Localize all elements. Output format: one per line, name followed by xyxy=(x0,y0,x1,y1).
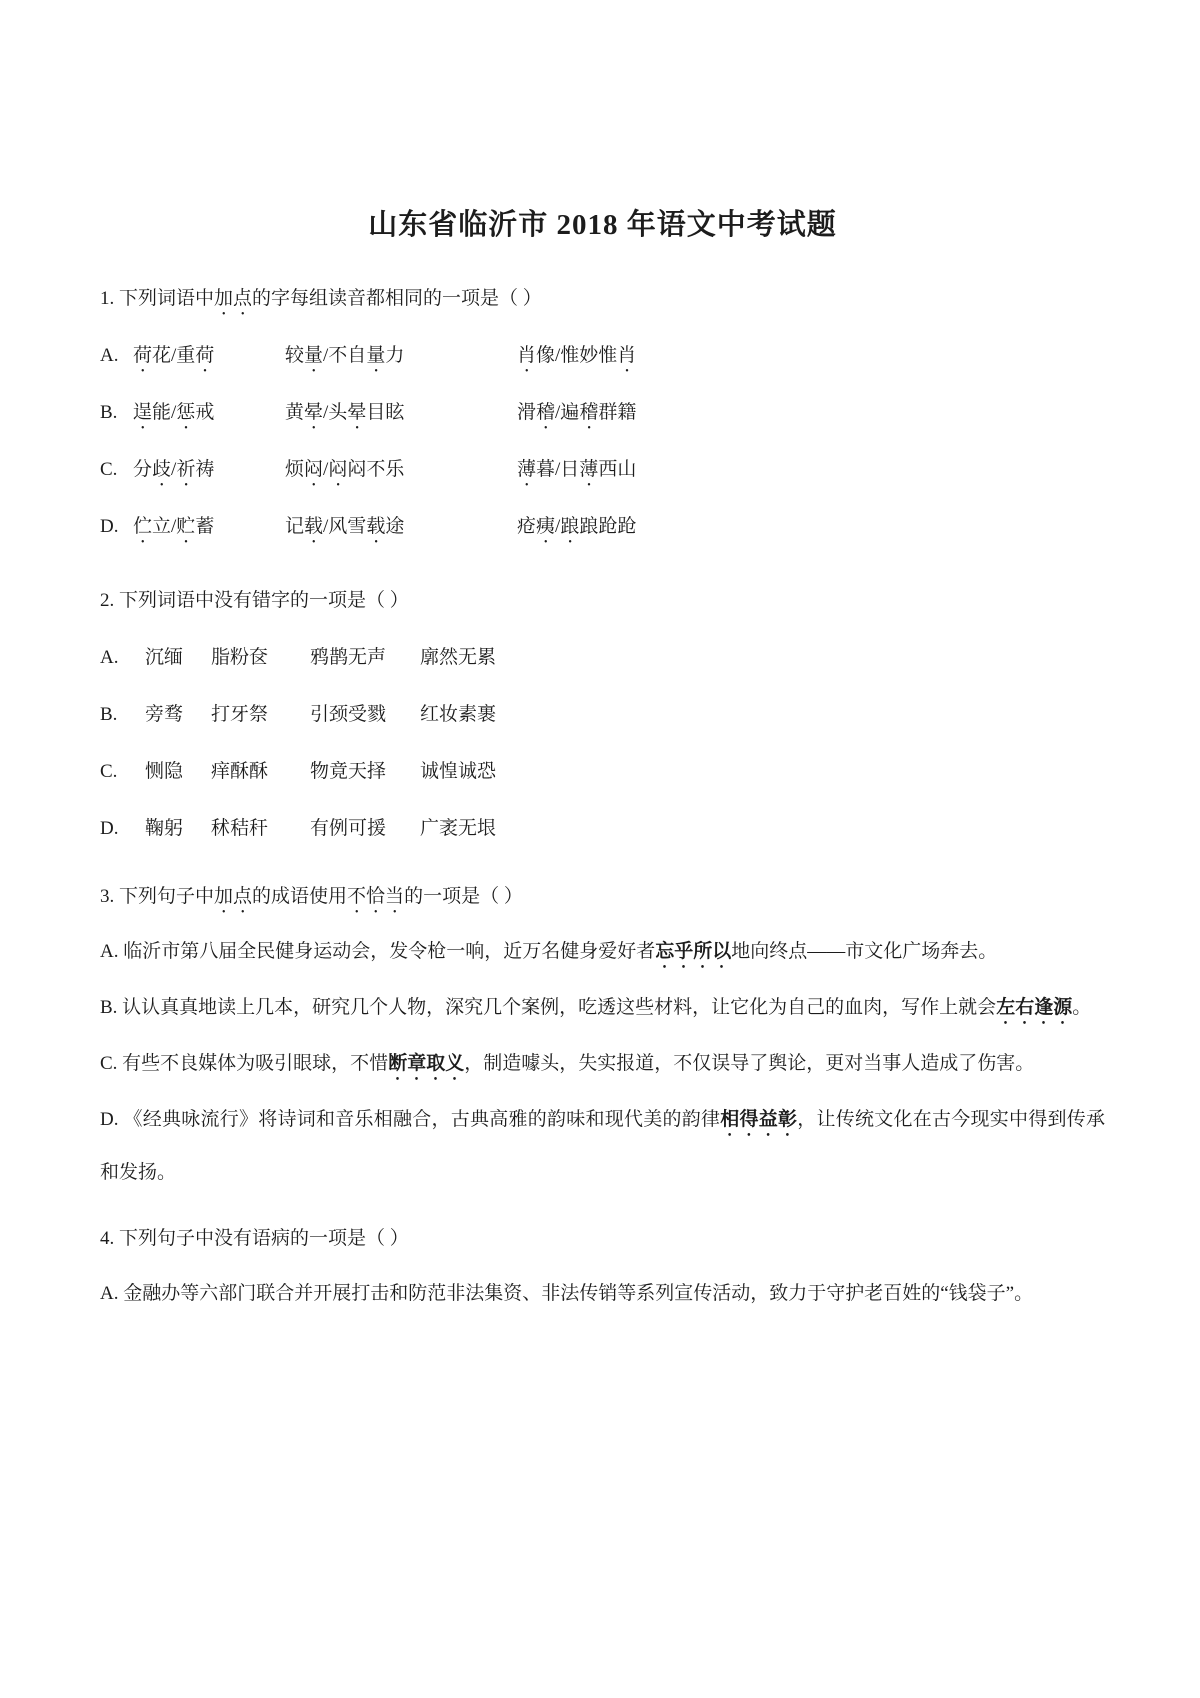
word-item: 鞠躬 xyxy=(145,818,184,839)
plain-text: 记 xyxy=(285,516,305,537)
plain-text: /风雪 xyxy=(323,516,367,537)
plain-text: 。 xyxy=(1072,997,1092,1018)
question-3-option-a xyxy=(100,925,1105,978)
word-pair-cell xyxy=(133,327,285,384)
plain-text: 群籍 xyxy=(598,402,637,423)
plain-text: A. 金融办等六部门联合并开展打击和防范非法集资、非法传销等系列宣传活动，致力于守护老百姓的“钱袋子”。 xyxy=(100,1283,1034,1304)
emphasized-text: 量 xyxy=(304,345,324,366)
plain-text: / xyxy=(323,459,329,480)
question-2-option-d xyxy=(100,800,1105,857)
emphasized-text: 闷 xyxy=(328,459,348,480)
emphasized-text: 荷 xyxy=(133,345,153,366)
plain-text: /头 xyxy=(323,402,348,423)
option-label: B. xyxy=(100,402,118,423)
plain-text: 立/ xyxy=(152,516,177,537)
plain-text: 1. 下列词语中 xyxy=(100,288,215,309)
emphasized-text: 肖 xyxy=(617,345,637,366)
emphasized-text: 稽 xyxy=(579,402,599,423)
emphasized-text: 歧 xyxy=(152,459,172,480)
emphasized-text: 闷 xyxy=(304,459,324,480)
word-item: 脂粉奁 xyxy=(211,647,269,668)
word-pair-cell xyxy=(285,384,517,441)
question-2-option-a xyxy=(100,629,1105,686)
option-label: A. xyxy=(100,345,119,366)
plain-text: 像/惟妙惟 xyxy=(536,345,618,366)
word-item: 引颈受戮 xyxy=(310,704,387,725)
plain-text: 花/重 xyxy=(152,345,196,366)
plain-text: 的字每组读音都相同的一项是（ ） xyxy=(252,288,542,309)
page-title: 山东省临沂市 2018 年语文中考试题 xyxy=(368,209,837,241)
emphasized-text: 贮 xyxy=(176,516,196,537)
plain-text: 途 xyxy=(385,516,405,537)
emphasized-text: 逞 xyxy=(133,402,153,423)
question-2-option-b xyxy=(100,686,1105,743)
word-item: 红妆素裹 xyxy=(420,704,497,725)
question-3-stem xyxy=(100,871,1105,923)
emphasized-text: 晕 xyxy=(347,402,367,423)
emphasized-text: 伫 xyxy=(133,516,153,537)
plain-text: 祷 xyxy=(195,459,215,480)
word-pair-cell xyxy=(285,498,517,555)
word-pair-cell xyxy=(285,441,517,498)
option-label: B. xyxy=(100,704,118,725)
emphasized-text: 忘乎所以 xyxy=(655,941,732,962)
emphasized-text: 不恰当 xyxy=(347,886,405,907)
plain-text: 滑 xyxy=(517,402,537,423)
emphasized-text: 肖 xyxy=(517,345,537,366)
word-item: 物竟天择 xyxy=(310,761,387,782)
word-item: 有例可援 xyxy=(310,818,387,839)
word-item: 恻隐 xyxy=(145,761,184,782)
plain-text: 能/ xyxy=(152,402,177,423)
plain-text: 烦 xyxy=(285,459,305,480)
plain-text: /遍 xyxy=(555,402,580,423)
word-pair-cell xyxy=(517,384,1105,441)
word-pair-cell xyxy=(517,327,1105,384)
emphasized-text: 左右逢源 xyxy=(996,997,1073,1018)
word-item: 秫秸秆 xyxy=(211,818,269,839)
word-item: 鸦鹊无声 xyxy=(310,647,387,668)
word-pair-cell xyxy=(517,498,1105,555)
emphasized-text: 相得益彰 xyxy=(720,1109,798,1130)
emphasized-text: 祈 xyxy=(176,459,196,480)
plain-text: 力 xyxy=(385,345,405,366)
word-item: 沉缅 xyxy=(145,647,184,668)
plain-text: / xyxy=(555,516,561,537)
plain-text: 闷不乐 xyxy=(347,459,405,480)
emphasized-text: 薄 xyxy=(579,459,599,480)
question-1-option-b xyxy=(100,384,1105,441)
emphasized-text: 加点 xyxy=(214,886,253,907)
plain-text: 疮 xyxy=(517,516,537,537)
word-item: 廓然无累 xyxy=(420,647,497,668)
emphasized-text: 薄 xyxy=(517,459,537,480)
word-pair-cell xyxy=(133,384,285,441)
word-item: 诚惶诚恐 xyxy=(420,761,497,782)
plain-text: 黄 xyxy=(285,402,305,423)
plain-text: 较 xyxy=(285,345,305,366)
word-pair-cell xyxy=(133,498,285,555)
plain-text: / xyxy=(171,459,177,480)
emphasized-text: 稽 xyxy=(536,402,556,423)
plain-text: ，让传统文化在古今现实中得到传承和发扬。 xyxy=(100,1109,1105,1183)
question-3-option-b xyxy=(100,981,1105,1034)
plain-text: D. 《经典咏流行》将诗词和音乐相融合，古典高雅的韵味和现代美的韵律 xyxy=(100,1109,721,1130)
word-item: 广袤无垠 xyxy=(420,818,497,839)
question-4-stem: 4. 下列句子中没有语病的一项是（ ） xyxy=(100,1228,409,1249)
plain-text: 西山 xyxy=(598,459,637,480)
word-pair-cell xyxy=(517,441,1105,498)
emphasized-text: 踉 xyxy=(560,516,580,537)
word-item: 打牙祭 xyxy=(211,704,269,725)
option-label: D. xyxy=(100,818,119,839)
word-item: 旁骛 xyxy=(145,704,184,725)
emphasized-text: 断章取义 xyxy=(388,1053,465,1074)
plain-text: 暮/日 xyxy=(536,459,580,480)
spacer xyxy=(100,555,1105,561)
word-item: 痒酥酥 xyxy=(211,761,269,782)
plain-text: ，制造噱头，失实报道，不仅误导了舆论，更对当事人造成了伤害。 xyxy=(464,1053,1035,1074)
question-3-option-c xyxy=(100,1037,1105,1090)
question-1-stem xyxy=(100,273,1105,325)
word-pair-cell xyxy=(285,327,517,384)
plain-text: A. 临沂市第八届全民健身运动会，发令枪一响，近万名健身爱好者 xyxy=(100,941,656,962)
option-label: D. xyxy=(100,516,119,537)
emphasized-text: 惩 xyxy=(176,402,196,423)
plain-text: 3. 下列句子中 xyxy=(100,886,215,907)
plain-text: 地向终点——市文化广场奔去。 xyxy=(731,941,998,962)
plain-text: 目眩 xyxy=(366,402,405,423)
plain-text: 踉跄跄 xyxy=(579,516,637,537)
question-2-stem: 2. 下列词语中没有错字的一项是（ ） xyxy=(100,590,409,611)
plain-text: 的一项是（ ） xyxy=(404,886,523,907)
option-label: C. xyxy=(100,761,118,782)
question-4-option-a xyxy=(100,1267,1105,1320)
option-label: A. xyxy=(100,647,119,668)
question-2-option-c xyxy=(100,743,1105,800)
emphasized-text: 痍 xyxy=(536,516,556,537)
emphasized-text: 载 xyxy=(304,516,324,537)
plain-text: 的成语使用 xyxy=(252,886,348,907)
plain-text: 蓄 xyxy=(195,516,215,537)
emphasized-text: 载 xyxy=(366,516,386,537)
plain-text: 戒 xyxy=(195,402,215,423)
question-1-option-d xyxy=(100,498,1105,555)
plain-text: 分 xyxy=(133,459,153,480)
emphasized-text: 量 xyxy=(366,345,386,366)
plain-text: /不自 xyxy=(323,345,367,366)
question-1-option-a xyxy=(100,327,1105,384)
plain-text: B. 认认真真地读上几本，研究几个人物，深究几个案例，吃透这些材料，让它化为自己的血肉，写作上就会 xyxy=(100,997,997,1018)
option-label: C. xyxy=(100,459,118,480)
emphasized-text: 荷 xyxy=(195,345,215,366)
question-1-option-c xyxy=(100,441,1105,498)
emphasized-text: 晕 xyxy=(304,402,324,423)
word-pair-cell xyxy=(133,441,285,498)
question-3-option-d xyxy=(100,1093,1105,1199)
emphasized-text: 加点 xyxy=(214,288,253,309)
plain-text: C. 有些不良媒体为吸引眼球，不惜 xyxy=(100,1053,389,1074)
